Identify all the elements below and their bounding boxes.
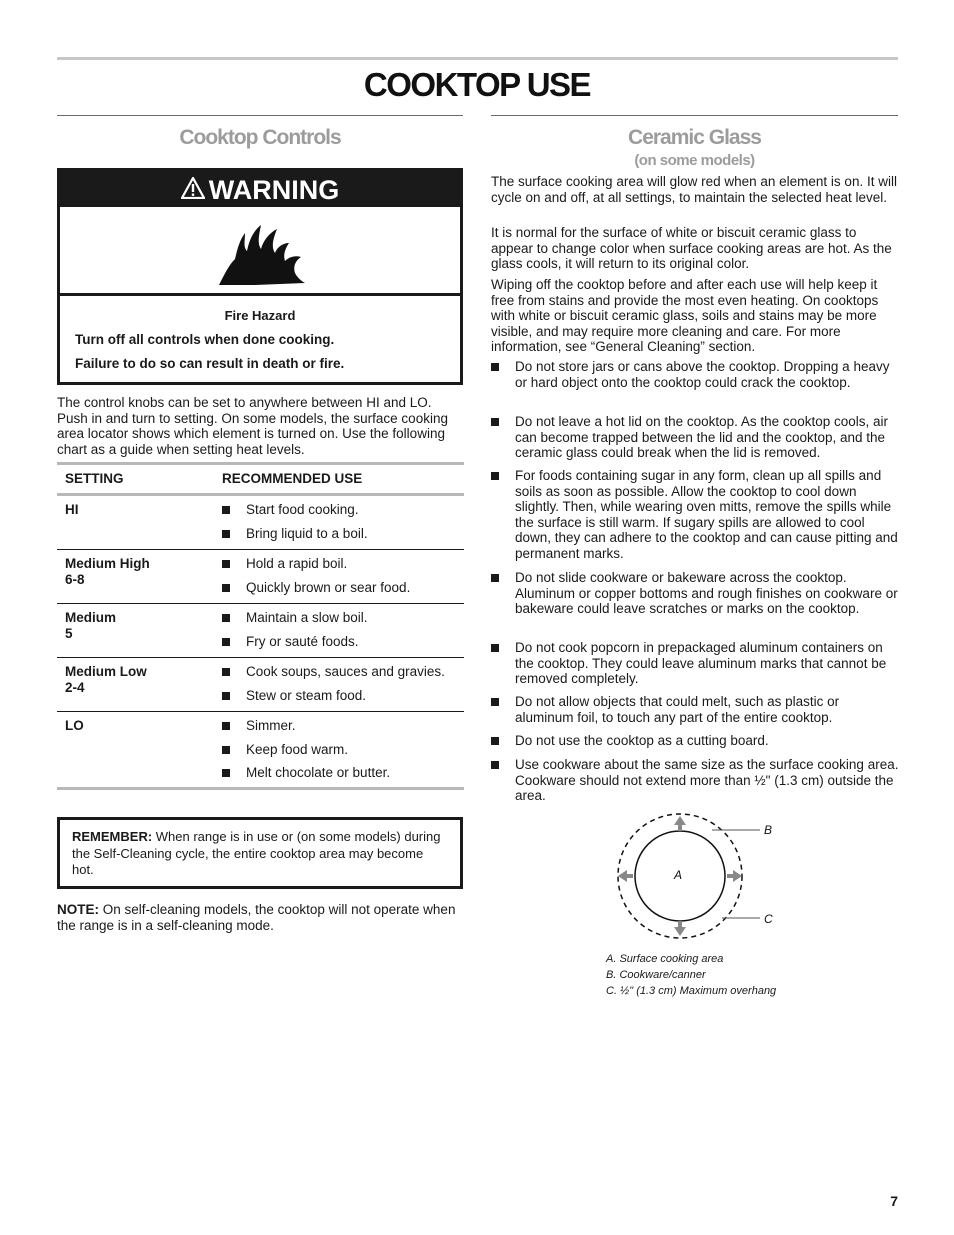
use-item: Start food cooking. xyxy=(222,502,368,526)
warning-line-2: Failure to do so can result in death or fire. xyxy=(75,356,345,371)
row-uses xyxy=(222,718,390,789)
cookware-size-diagram xyxy=(600,812,800,947)
diagram-label-c: C xyxy=(764,912,773,926)
warning-label: WARNING xyxy=(208,175,340,205)
row-setting: Medium High 6-8 xyxy=(65,556,150,587)
table-header xyxy=(57,462,464,496)
note-label: NOTE: xyxy=(57,902,99,917)
use-item: Hold a rapid boil. xyxy=(222,556,410,580)
settings-table xyxy=(57,462,464,790)
table-row xyxy=(57,658,464,712)
warning-line-1: Turn off all controls when done cooking. xyxy=(75,332,335,347)
table-row xyxy=(57,712,464,790)
ceramic-para-3: Wiping off the cooktop before and after each use will help keep it free from stains and provide the most even heating. On cooktops with white or biscuit ceramic glass, soils and stains may be more visible, and may require more cleaning and care. For more information, see “General Cleaning” section. xyxy=(491,277,879,354)
ceramic-glass-heading: Ceramic Glass xyxy=(628,126,761,149)
page-title: COOKTOP USE xyxy=(363,66,591,103)
table-row xyxy=(57,550,464,604)
header-recommended-use: RECOMMENDED USE xyxy=(222,471,363,486)
remember-box xyxy=(57,817,463,889)
use-item: Cook soups, sauces and gravies. xyxy=(222,664,445,688)
use-item: Melt chocolate or butter. xyxy=(222,765,390,789)
use-item: Fry or sauté foods. xyxy=(222,634,368,658)
use-item: Maintain a slow boil. xyxy=(222,610,368,634)
row-uses xyxy=(222,610,368,657)
arrow-top xyxy=(674,816,686,831)
note-paragraph xyxy=(57,902,457,933)
ceramic-glass-subheading: (on some models) xyxy=(634,152,755,169)
arrow-right xyxy=(727,870,742,882)
warning-separator xyxy=(60,293,460,296)
left-section-rule xyxy=(57,115,463,116)
remember-text: When range is in use or (on some models) during the Self-Cleaning cycle, the entire cooktop area may become hot. xyxy=(72,829,441,877)
row-setting: HI xyxy=(65,502,79,517)
diagram-caption-c: C. ½" (1.3 cm) Maximum overhang xyxy=(606,985,777,997)
right-section-rule xyxy=(491,115,898,116)
remember-label: REMEMBER: xyxy=(72,829,153,844)
arrow-left xyxy=(618,870,633,882)
warning-triangle-icon xyxy=(181,177,205,199)
arrow-bottom xyxy=(674,921,686,936)
use-item: Bring liquid to a boil. xyxy=(222,526,368,550)
cooktop-controls-heading: Cooktop Controls xyxy=(179,126,341,149)
row-setting: LO xyxy=(65,718,84,733)
row-setting: Medium 5 xyxy=(65,610,117,641)
page-number: 7 xyxy=(890,1193,898,1209)
row-uses xyxy=(222,664,445,711)
warning-box xyxy=(57,168,463,385)
use-item: Quickly brown or sear food. xyxy=(222,580,410,604)
table-row xyxy=(57,496,464,550)
row-uses xyxy=(222,502,368,549)
use-item: Keep food warm. xyxy=(222,742,390,766)
diagram-label-a: A xyxy=(674,868,683,882)
diagram-label-b: B xyxy=(764,823,773,837)
controls-intro: The control knobs can be set to anywhere between HI and LO. Push in and turn to setting. On some models, the surface cooking area locator shows which element is turned on. Use the following chart as a guide when setting heat levels. xyxy=(57,395,448,457)
top-rule xyxy=(57,57,898,60)
row-uses xyxy=(222,556,410,603)
row-setting: Medium Low 2-4 xyxy=(65,664,147,695)
warning-header xyxy=(60,171,460,207)
header-setting: SETTING xyxy=(65,471,124,486)
use-item: Stew or steam food. xyxy=(222,688,445,712)
ceramic-para-2: It is normal for the surface of white or biscuit ceramic glass to appear to change color when surface cooking areas are hot. As the glass cools, it will return to its original color. xyxy=(491,225,892,271)
note-text: On self-cleaning models, the cooktop will not operate when the range is in a self-cleaning mode. xyxy=(57,902,456,933)
table-row xyxy=(57,604,464,658)
diagram-caption-b: B. Cookware/canner xyxy=(606,969,706,981)
diagram-caption-a: A. Surface cooking area xyxy=(606,953,724,965)
fire-icon xyxy=(215,221,307,287)
ceramic-para-1: The surface cooking area will glow red when an element is on. It will cycle on and off, at all settings, to maintain the selected heat level. xyxy=(491,174,897,205)
warning-hazard: Fire Hazard xyxy=(224,308,296,323)
use-item: Simmer. xyxy=(222,718,390,742)
